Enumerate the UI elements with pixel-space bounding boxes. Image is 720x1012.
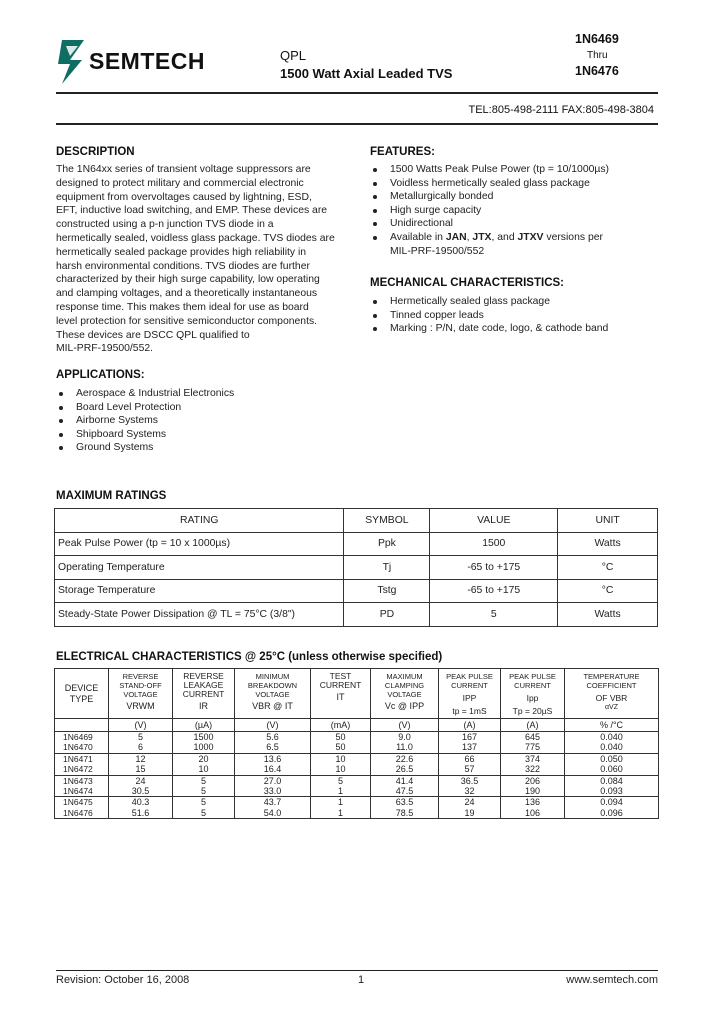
part-number-from: 1N6469 <box>575 32 619 46</box>
header-it: TEST CURRENT IT <box>311 669 371 719</box>
semtech-logo <box>56 38 271 86</box>
header-temp-coef: TEMPERATURE COEFFICIENT OF VBR αVZ <box>565 669 659 719</box>
revision-date: Revision: October 16, 2008 <box>56 974 190 986</box>
table-header-row <box>55 669 659 719</box>
table-header-row <box>55 509 658 533</box>
semtech-logo-icon <box>56 38 90 86</box>
list-item: 1500 Watts Peak Pulse Power (tp = 10/1000µs) <box>370 163 609 177</box>
list-item: Shipboard Systems <box>56 428 234 442</box>
table-row: Storage Temperature Tstg -65 to +175 °C <box>55 579 658 603</box>
list-item: Unidirectional <box>370 217 609 231</box>
table-row: Operating Temperature Tj -65 to +175 °C <box>55 556 658 580</box>
list-item: Aerospace & Industrial Electronics <box>56 387 234 401</box>
header-device-type: DEVICE TYPE <box>55 669 109 719</box>
list-item: Tinned copper leads <box>370 309 608 323</box>
header-vrwm: REVERSE STAND-OFF VOLTAGE VRWM <box>109 669 173 719</box>
table-row: Peak Pulse Power (tp = 10 x 1000µs) Ppk 1500 Watts <box>55 532 658 556</box>
part-thru: Thru <box>587 50 608 61</box>
mechanical-title: MECHANICAL CHARACTERISTICS: <box>370 277 565 289</box>
website-url: www.semtech.com <box>566 974 658 986</box>
description-title: DESCRIPTION <box>56 146 135 158</box>
electrical-table <box>54 668 659 819</box>
table-header: SYMBOL <box>344 509 430 533</box>
table-row: Steady-State Power Dissipation @ TL = 75°C (3/8") PD 5 Watts <box>55 603 658 627</box>
list-item: Board Level Protection <box>56 401 234 415</box>
features-title: FEATURES: <box>370 146 435 158</box>
list-item: Marking : P/N, date code, logo, & cathode band <box>370 322 608 336</box>
list-item: High surge capacity <box>370 204 609 218</box>
list-item: Ground Systems <box>56 441 234 455</box>
table-row: 1N6469 5 1500 5.6 50 9.0 167 645 0.040 <box>55 732 659 743</box>
contact-info: TEL:805-498-2111 FAX:805-498-3804 <box>468 104 654 116</box>
applications-title: APPLICATIONS: <box>56 369 145 381</box>
features-list <box>370 163 609 258</box>
applications-list <box>56 387 234 455</box>
list-item: Available in JAN, JTX, and JTXV versions per <box>370 231 609 245</box>
table-row: 1N6476 51.6 5 54.0 1 78.5 19 106 0.096 <box>55 808 659 819</box>
footer-rule <box>56 970 658 971</box>
list-item-continuation: MIL-PRF-19500/552 <box>390 245 485 257</box>
list-item: Airborne Systems <box>56 414 234 428</box>
list-item: Voidless hermetically sealed glass package <box>370 177 609 191</box>
table-row: 1N6473 24 5 27.0 5 41.4 36.5 206 0.084 <box>55 775 659 786</box>
units-row: (V) (µA) (V) (mA) (V) (A) (A) % /°C <box>55 719 659 732</box>
max-ratings-title: MAXIMUM RATINGS <box>56 490 167 502</box>
header-ir: REVERSE LEAKAGE CURRENT IR <box>173 669 235 719</box>
table-row: 1N6471 12 20 13.6 10 22.6 66 374 0.050 <box>55 753 659 764</box>
max-ratings-table <box>54 508 658 627</box>
qpl-label: QPL <box>280 48 307 63</box>
description-text: The 1N64xx series of transient voltage suppressors are designed to protect military and commercial electronic equipment from overvoltages caused by lightning, ESD, EFT, inductive load switching, and EMP. These devices are constructed using a p-n junction TVS diode in a hermetically sealed, voidless glass package. TVS diodes are hermetically sealed package provides high reliability in harsh environmental conditions. TVS diodes are further characterized by their high surge capability, low operating and clamping voltages, and a theoretically instantaneous response time. This makes them ideal for use as board level protection for sensitive semiconductor components. These devices are DSCC QPL qualified to MIL-PRF-19500/552. <box>56 164 335 355</box>
header-rule <box>56 92 658 94</box>
table-row: 1N6472 15 10 16.4 10 26.5 57 322 0.060 <box>55 764 659 775</box>
header-ipp: PEAK PULSE CURRENT IPP tp = 1mS <box>439 669 501 719</box>
table-header: RATING <box>55 509 344 533</box>
table-header: UNIT <box>558 509 658 533</box>
header-vbr: MINIMUM BREAKDOWN VOLTAGE VBR @ IT <box>235 669 311 719</box>
page-number: 1 <box>358 974 365 986</box>
part-number-to: 1N6476 <box>575 64 619 78</box>
list-item: Metallurgically bonded <box>370 190 609 204</box>
table-header: VALUE <box>430 509 558 533</box>
product-title: 1500 Watt Axial Leaded TVS <box>280 66 453 81</box>
header-rule-2 <box>56 123 658 125</box>
list-item: Hermetically sealed glass package <box>370 295 608 309</box>
table-row: 1N6470 6 1000 6.5 50 11.0 137 775 0.040 <box>55 742 659 753</box>
company-name: SEMTECH <box>89 48 205 74</box>
table-row: 1N6474 30.5 5 33.0 1 47.5 32 190 0.093 <box>55 786 659 797</box>
mechanical-list <box>370 295 608 336</box>
header-vc: MAXIMUM CLAMPING VOLTAGE Vc @ IPP <box>371 669 439 719</box>
header-ipp2: PEAK PULSE CURRENT Ipp Tp = 20µS <box>501 669 565 719</box>
electrical-title: ELECTRICAL CHARACTERISTICS @ 25°C (unless otherwise specified) <box>56 651 443 663</box>
table-row: 1N6475 40.3 5 43.7 1 63.5 24 136 0.094 <box>55 797 659 808</box>
